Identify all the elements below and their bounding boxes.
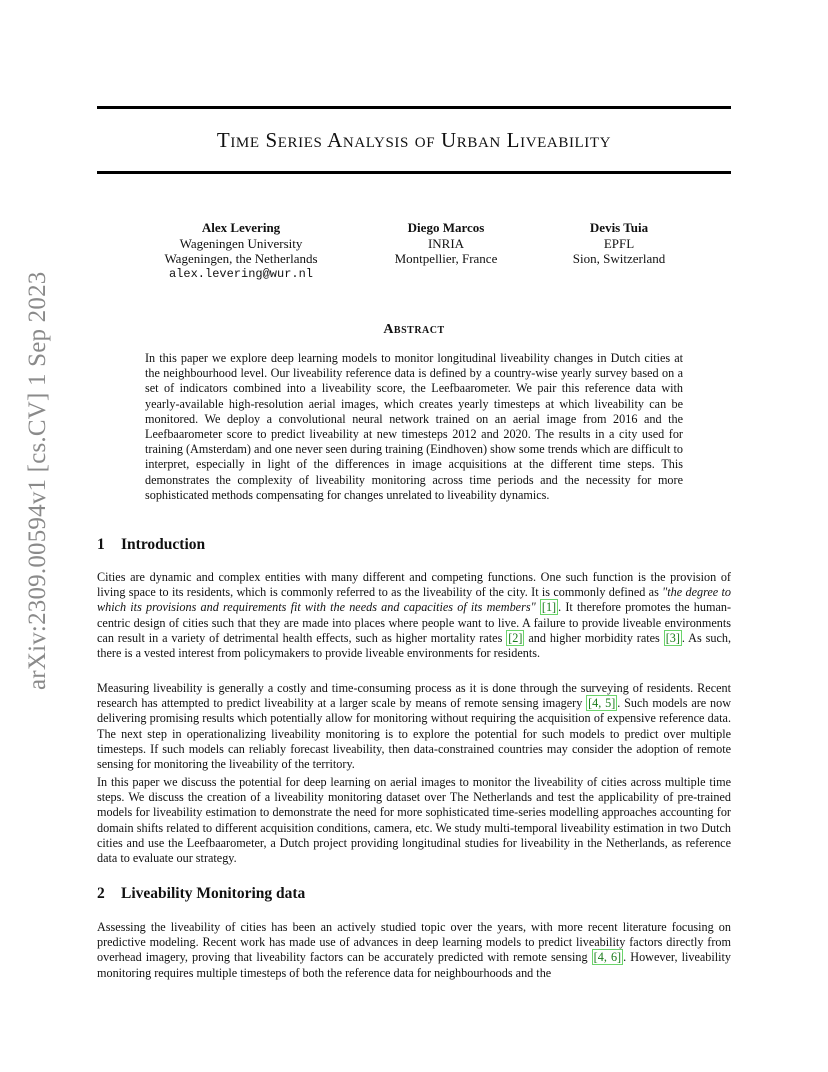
section-number: 1 [97,536,105,553]
intro-paragraph-1 [97,570,731,661]
title-bottom-rule [97,171,731,174]
abstract-text: In this paper we explore deep learning models to monitor longitudinal liveability changes in Dutch cities at the neighbourhood level. Our liveability reference data is defined by a country-wise yearly survey based on a set of indicators combined into a liveability score, the Leefbaarometer. We pair this reference data with yearly-available high-resolution aerial images, which creates yearly timesteps at which liveability can be monitored. We deploy a convolutional neural network trained on an aerial image from 2016 and the Leefbaarometer score to predict liveability at new timesteps 2012 and 2020. The results in a city used for training (Amsterdam) and one never seen during training (Eindhoven) show some trends which are difficult to interpret, especially in light of the differences in image acquisitions at the different time steps. This demonstrates the complexity of liveability monitoring across time periods and the necessity for more sophisticated methods compensating for changes unrelated to liveability dynamics. [145,351,683,502]
text-run: . However, liveability monitoring requires multiple timesteps of both the reference data for neighbourhoods and the [97,950,731,980]
author-affiliation: EPFL [603,235,635,251]
text-run: Cities are dynamic and complex entities with many different and competing functions. One such function is the provision of living space to its residents, which is commonly referred to as the liveability of the city. It is commonly defined as [97,570,731,600]
author-location: Montpellier, France [394,251,498,266]
author-location: Wageningen, the Netherlands [164,251,318,266]
section-heading-liveability-data [97,885,305,903]
section-title: Liveability Monitoring data [121,885,306,902]
citation-link[interactable]: [2] [508,630,523,645]
citation-link[interactable]: [4, 5] [588,696,616,711]
text-run: Assessing the liveability of cities has been an actively studied topic over the years, with more recent literature focusing on predictive modeling. Recent work has made use of advances in deep learning models to predict liveability factors directly from overhead imagery, proving that liveability factors can be accurately predicted with remote sensing [97,920,731,965]
author-affiliation: Wageningen University [179,235,303,251]
citation-link[interactable]: [1] [541,600,557,615]
intro-paragraph-3: In this paper we discuss the potential for deep learning on aerial images to monitor the liveability of cities across multiple time steps. We discuss the creation of a liveability monitoring dataset over The Netherlands and test the applicability of pre-trained models for liveability estimation to demonstrate the need for more sophisticated time-series modelling approaches accounting for domain shifts related to different acquisition conditions, camera, etc. We study multi-temporal liveability estimation in two Dutch cities and use the Leefbaarometer, a Dutch project providing longitudinal studies for liveability in the Netherlands, as reference data to evaluate our strategy. [97,775,731,866]
author-location: Sion, Switzerland [572,251,666,266]
text-run: . As such, there is a vested interest from policymakers to provide liveable environments for residents. [97,630,732,661]
text-run: Measuring liveability is generally a costly and time-consuming process as it is done through the surveying of residents. Recent research has attempted to predict liveability at a larger scale by means of remote sensing imagery [97,681,731,711]
section-heading-introduction [97,536,205,554]
section-number: 2 [97,885,105,902]
arxiv-watermark: arXiv:2309.00594v1 [cs.CV] 1 Sep 2023 [24,271,51,690]
title-top-rule [97,106,731,109]
author-name: Devis Tuia [589,220,649,235]
section-title: Introduction [121,536,206,553]
definition-quote: "the degree to which its provisions and requirements fit with the needs and capacities of its members" [97,585,731,615]
author-affiliation: INRIA [427,235,465,251]
text-run: . It therefore promotes the human-centric design of cities such that they are made into places where people want to live. A failure to provide liveable environments can result in a variety of detrimental health effects, such as higher mortality rates [97,600,732,645]
author-1 [141,220,341,282]
author-2 [346,220,546,267]
citation-link[interactable]: [4, 6] [593,950,622,965]
text-run: and higher morbidity rates [524,630,664,645]
author-name: Diego Marcos [407,220,485,235]
author-3 [519,220,719,267]
abstract-heading: Abstract [383,322,445,337]
citation-link[interactable]: [3] [665,630,680,645]
text-run: . Such models are now delivering promising results which potentially allow for monitoring without requiring the acquisition of expensive reference data. The next step in operationalizing liveability monitoring is to explore the potential for such models to predict over multiple timesteps. If such models can reliably forecast liveability, then data-constrained countries may consider the adoption of remote sensing for monitoring the liveability of the territory. [97,696,732,772]
intro-paragraph-2 [97,681,731,772]
author-name: Alex Levering [201,220,281,235]
paper-title: Time Series Analysis of Urban Liveability [216,128,612,152]
section2-paragraph-1 [97,920,731,981]
author-email[interactable]: alex.levering@wur.nl [168,266,314,281]
